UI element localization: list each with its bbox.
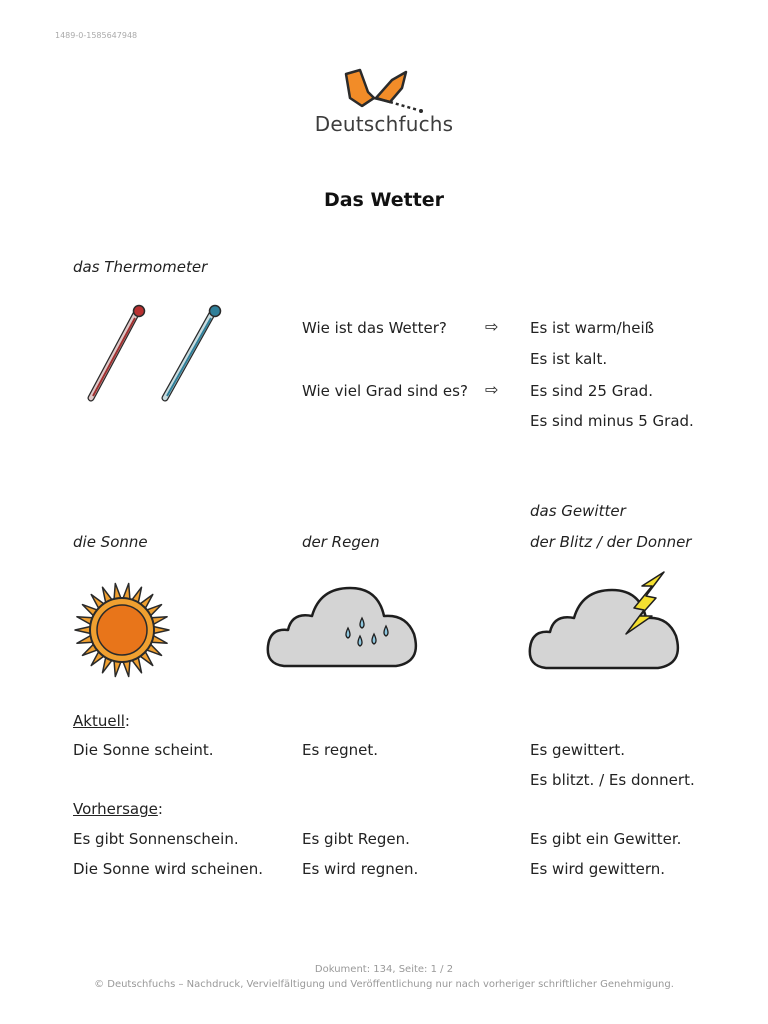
arrow-right-icon: ⇨ (485, 380, 499, 399)
aktuell-colon: : (124, 712, 130, 730)
aktuell-storm-1: Es gewittert. (530, 741, 626, 759)
red-thermometer-icon (91, 306, 145, 399)
thunderstorm-icon (528, 570, 684, 676)
aktuell-storm-2: Es blitzt. / Es donnert. (530, 771, 695, 789)
arrow-right-icon: ⇨ (485, 317, 499, 336)
vorhersage-sun-1: Es gibt Sonnenschein. (73, 830, 239, 848)
vorhersage-heading (73, 800, 163, 818)
aktuell-rain: Es regnet. (302, 741, 379, 759)
vorhersage-storm-2: Es wird gewittern. (530, 860, 666, 878)
answer-cold: Es ist kalt. (530, 350, 608, 368)
thermometer-illustration (82, 304, 232, 404)
vorhersage-sun-2: Die Sonne wird scheinen. (73, 860, 264, 878)
sun-icon (71, 582, 173, 678)
document-id: 1489-0-1585647948 (55, 31, 138, 40)
storm-label: das Gewitter (530, 502, 626, 520)
footer-page-info: Dokument: 134, Seite: 1 / 2 (314, 964, 454, 975)
vorhersage-rain-1: Es gibt Regen. (302, 830, 410, 848)
blue-thermometer-icon (165, 306, 221, 399)
answer-minus-5-degrees: Es sind minus 5 Grad. (530, 412, 694, 430)
question-weather: Wie ist das Wetter? (302, 319, 447, 337)
sun-label: die Sonne (73, 533, 148, 551)
rain-label: der Regen (302, 533, 380, 551)
question-degrees: Wie viel Grad sind es? (302, 382, 468, 400)
rain-cloud-icon (266, 582, 422, 674)
aktuell-sun: Die Sonne scheint. (73, 741, 214, 759)
answer-warm: Es ist warm/heiß (530, 319, 655, 337)
thermometer-label: das Thermometer (73, 258, 208, 276)
aktuell-heading (73, 712, 130, 730)
vorhersage-storm-1: Es gibt ein Gewitter. (530, 830, 682, 848)
footer-copyright: © Deutschfuchs – Nachdruck, Vervielfältigung und Veröffentlichung nur nach vorheriger schriftlicher Genehmigung. (94, 979, 674, 990)
logo-brand-text: Deutschfuchs (314, 112, 454, 136)
aktuell-heading-text: Aktuell (73, 712, 125, 730)
page-title: Das Wetter (323, 189, 445, 211)
vorhersage-rain-2: Es wird regnen. (302, 860, 419, 878)
fox-logo-icon (300, 62, 468, 114)
deutschfuchs-logo (300, 62, 468, 146)
lightning-thunder-label: der Blitz / der Donner (530, 533, 692, 551)
vorhersage-colon: : (157, 800, 163, 818)
vorhersage-heading-text: Vorhersage (73, 800, 158, 818)
answer-25-degrees: Es sind 25 Grad. (530, 382, 653, 400)
